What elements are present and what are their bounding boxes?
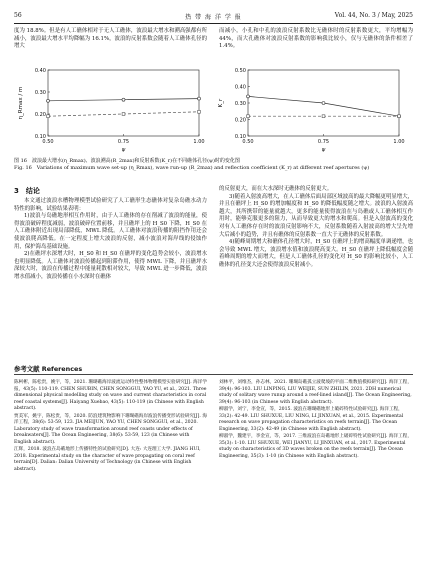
data-point (247, 115, 250, 118)
data-point (322, 115, 325, 118)
page-number: 56 (14, 12, 22, 19)
figure-caption (14, 158, 414, 172)
journal-title: 热 带 海 洋 学 报 (185, 14, 242, 21)
x-tick-label: 1.00 (393, 139, 405, 145)
x-tick-label: 0.50 (242, 139, 254, 145)
paragraph: 3)随着入射波高增大，在人工礁体后面局部区域波高的最大降幅更明显增大，并且在礁坪上 H_S0 的增加幅度和 H_S0 的降低幅度随之增大。波浪的入射波高越大，其所携带的能量就越大，更多的能量使得波浪在与岛礁或人工礁体相互作用时，能够克服更多的阻力，从而导致更大的增水和爬高。但是入射波高的变化对有人工礁体存在时的波浪反射影响不大，反射系数随着入射波高的增大呈先增大后减小的趋势，并且有礁体的反射系数一直大于无礁体的反射系数。 (219, 193, 413, 238)
intro-right (219, 28, 413, 51)
reference-entry: 江辉，2018. 波浪在岛礁地形上传播特性的试验研究[D]. 大连: 大连理工大学. JIANG HUI, 2018. Experimental study on the character of wave propagating on coral reef terrain[D]. Dalian: Dalian University of Technology (in Chinese with English abstract). (14, 447, 201, 472)
y-tick-label: 0.30 (34, 89, 46, 96)
y-tick-label: 0.40 (234, 84, 246, 91)
data-point (398, 115, 401, 118)
data-point (322, 102, 325, 105)
chart-left (14, 64, 214, 154)
reference-entry: 刘林平，刘维杰，孙志林，2021. 珊瑚岛礁孤立波爬坡的平面二维数值模拟研究[J]. 海洋工程，39(4): 96-103. LIU LINPING, LIU WEIJIE, SUN ZHILIN, 2021. 2DH numerical study of solitary wave runup around a reef-lined island[J]. The Ocean Engineering, 39(4): 96-103 (in Chinese with English abstract). (219, 380, 412, 405)
paragraph: 的反射更大，而在大水深时无礁体的反射更大。 (219, 186, 333, 192)
paragraph: 4)随峰周期增大和礁体孔径增大时，H_S0 在礁坪上的增高幅度单调递增，也会导致 MWL 增大，波浪增水值和波浪爬高变大。H_S0 在礁坪上降低幅度会随着峰周期的增大而增大，但是人工礁体孔径的变化对 H_S0 的影响比较小，人工礁体的孔径变大还会使得波浪反射减小。 (219, 239, 413, 268)
data-point (198, 97, 201, 100)
references-title: 参考文献 References (14, 365, 83, 373)
references-left (14, 380, 207, 474)
reference-entry: 柳淑学，刘宁，李金宣，等，2015. 波浪在珊瑚礁地形上破碎特性试验研究[J]. 海洋工程，33(2): 42-49. LIU SHUXUE, LIU NING, LI JINXUAN, et al., 2015. Experimental research on wave propagation characteristics on reefs terrain[J]. The Ocean Engineering, 33(2): 42-49 (in Chinese with English abstract). (219, 407, 404, 432)
y-tick-label: 0.10 (34, 133, 46, 140)
y-tick-label: 0.20 (234, 117, 246, 124)
intro-left-text: 度为 18.8%。但是有人工礁体相对于无人工礁体，波浪最大增水和溯高强都有所减小，波浪最大增水平均降幅为 16.1%，波浪的反射系数会随着人工礁体孔径的增大 (14, 28, 207, 50)
header-rule (14, 23, 413, 24)
caption-cn: 图 16 波浪最大增水(η_Rmax)、波浪溯高(R_2max)和反射系数(K_r)在不同礁体孔径(ψ)时的变化图 (14, 158, 240, 164)
data-point (47, 99, 50, 102)
volume-info: Vol. 44, No. 3 / May, 2025 (334, 12, 413, 19)
y-tick-label: 0.40 (34, 67, 46, 74)
y-tick-label: 0.10 (234, 133, 246, 140)
caption-en: Fig. 16 Variations of maximum wave set-up (η_Rmax), wave run-up (R_2max) and reflection coefficient (K_r) at different reef apertures (ψ) (14, 165, 370, 171)
chart-right (214, 64, 414, 154)
series-line (248, 96, 399, 116)
section3-left (14, 198, 207, 282)
x-axis-label: ψ (121, 147, 126, 153)
section3-right (219, 186, 413, 270)
data-point (122, 98, 125, 101)
reference-entry: 陈柯彬，陈松贵，姚宇，等，2021. 珊瑚礁海岸波流运动特性整体物理模型实验研究[J]. 海洋学报，43(5): 110-119. CHEN SHUBIN, CHEN SONGGUI, YAO YU, et al., 2021. Three dimensional physical modelling study on wave and current characteristics in coral reef coastal systems[J]. Haiyang Xuebao, 43(5): 110-119 (in Chinese with English abstract). (14, 380, 207, 411)
data-point (47, 115, 50, 118)
reference-entry: 柳淑学，魏建宇，李金宣，等，2017. 三维波浪在岛礁地形上破碎特性试验研究[J]. 海洋工程，35(3): 1-10. LIU SHUXUE, WEI JIANYU, LI JINXUAN, et al., 2017. Experimental study on characteristics of 3D waves broken on the reefs terrain[J]. The Ocean Engineering, 35(3): 1-10 (in Chinese with English abstract). (219, 434, 412, 459)
intro-left (14, 28, 207, 51)
intro-right-text: 而减小，小孔和中孔的波浪反射系数比无礁体时的反射系数更大，平均增幅为 44%，而大孔礁体对波浪反射系数的影响我比较小，仅与无礁体的条件相差了 1.4%。 (219, 28, 413, 50)
x-tick-label: 0.50 (42, 139, 54, 145)
x-axis-label: ψ (321, 147, 326, 153)
paragraph: 2)在礁坪水深增大时，H_S0 和 H_S0 在礁坪的变化趋势会较小，波浪增水也明显降低。人工礁体对波浪传播起到阻滞作用，使得 MWL 下降，并且礁坪水深较大时，波浪在传播过程中能量耗散相对较大，导致 MWL 进一步降低，波浪增水值减小，波浪传播在小水深时在礁体 (14, 251, 207, 280)
y-tick-label: 0.20 (34, 111, 46, 118)
y-tick-label: 0.50 (234, 67, 246, 74)
reference-entry: 贾美军，姚宇，陈松贵，等，2020. 防浪建筑物影响下珊瑚礁海岸波浪传播变形试验研究[J]. 海洋工程，38(6): 53-59, 123. JIA MEIJUN, YAO YU, CHEN SONGGUI, et al., 2020. Laboratory study of wave transformation around reef coasts under effects of breakwaters[J]. The Ocean Engineering, 38(6): 53-59, 123 (in Chinese with English abstract). (14, 413, 207, 445)
x-tick-label: 0.75 (317, 139, 330, 145)
data-point (247, 95, 250, 98)
y-axis-label: K_r (218, 98, 224, 108)
plot-frame (48, 70, 199, 136)
x-tick-label: 1.00 (193, 139, 205, 145)
paragraph: 本文通过波浪水槽物理模型试验研究了人工礁形生态礁体对复杂岛礁水动力特性的影响，试验结果表明： (14, 198, 207, 212)
references-right (219, 380, 413, 461)
paragraph: 1)波浪与岛礁地形相互作用时，由于人工礁体的存在削减了波浪的能量，使得波浪破碎程度减弱，波浪破碎位置前移，并且礁坪上的 H_S0 下降，H_S0 在人工礁体附近出现局部降低，MWL 降低。人工礁体对波浪传播的阻挡作用还会使波浪爬高降低。在一定程度上增大波浪的反射，减小波浪对海岸线的侵蚀作用，保护海岛基础设施。 (14, 213, 207, 250)
figure-16 (14, 64, 414, 154)
references-rule (14, 374, 413, 375)
y-tick-label: 0.30 (234, 100, 246, 107)
data-point (122, 113, 125, 116)
x-tick-label: 0.75 (117, 139, 130, 145)
section-heading: 3 结论 (14, 187, 40, 195)
data-point (198, 110, 201, 113)
y-axis-label: η_Rmax / m (18, 86, 24, 120)
